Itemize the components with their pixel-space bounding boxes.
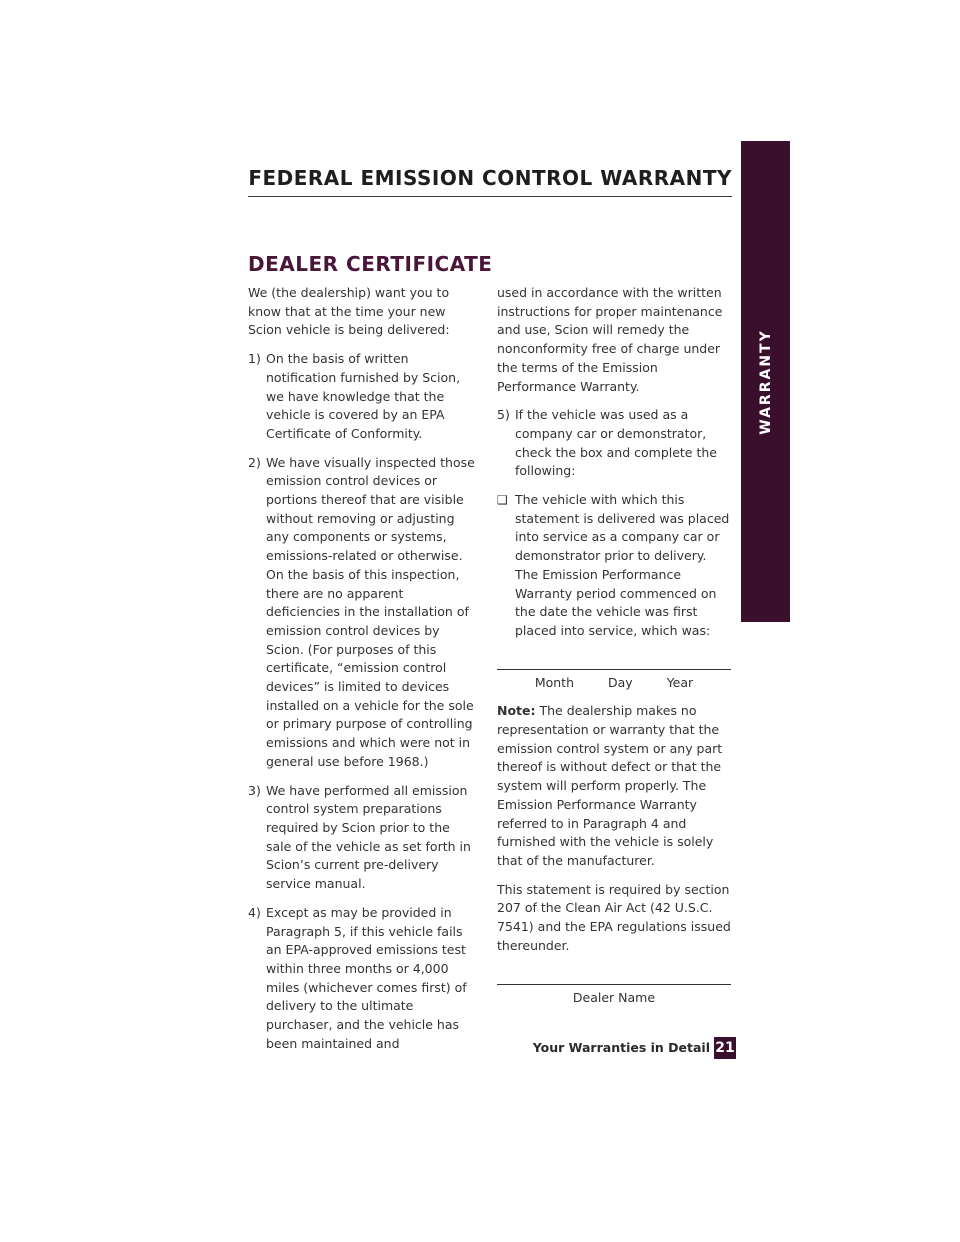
list-item-number: 1) xyxy=(248,351,261,367)
list-item-text: On the basis of written notification furnished by Scion, we have knowledge that the vehicle is covered by an EPA Certificate of Conformity. xyxy=(266,351,461,441)
page-number: 21 xyxy=(714,1037,736,1059)
right-column xyxy=(497,284,731,1007)
note-label: Note: xyxy=(497,703,536,719)
dealer-name-line[interactable] xyxy=(497,984,731,985)
list-item-text: We have performed all emission control system preparations required by Scion prior to the sale of the vehicle as set forth in Scion’s current pre-delivery service manual. xyxy=(266,782,471,892)
section-title: DEALER CERTIFICATE xyxy=(248,252,493,276)
list-item-number: 2) xyxy=(248,454,261,470)
list-item-text: Except as may be provided in Paragraph 5, if this vehicle fails an EPA-approved emissions test within three months or 4,000 miles (whichever comes first) of delivery to the ultimate purchaser, and the vehicle has been maintained and xyxy=(266,904,467,1051)
list-item-number: 4) xyxy=(248,904,261,920)
list-item-text: If the vehicle was used as a company car or demonstrator, check the box and complete the following: xyxy=(515,407,717,479)
list-item xyxy=(248,904,478,1054)
left-column xyxy=(248,284,478,1063)
month-label: Month xyxy=(534,674,575,690)
note-paragraph xyxy=(497,702,731,870)
list-item-number: 3) xyxy=(248,782,261,798)
continuation-paragraph: used in accordance with the written instructions for proper maintenance and use, Scion will remedy the nonconformity free of charge under the terms of the Emission Performance Warranty. xyxy=(497,285,723,394)
year-label: Year xyxy=(666,674,694,690)
footer-label: Your Warranties in Detail xyxy=(532,1040,710,1055)
list-item xyxy=(248,782,478,894)
list-item xyxy=(497,406,731,481)
day-label: Day xyxy=(608,674,633,690)
side-tab-label: WARRANTY xyxy=(757,328,774,435)
date-labels xyxy=(497,674,731,693)
list-item-number: 5) xyxy=(497,407,510,423)
list-item xyxy=(248,454,478,772)
intro-paragraph: We (the dealership) want you to know that at the time your new Scion vehicle is being delivered: xyxy=(248,285,450,338)
checkbox-text: The vehicle with which this statement is delivered was placed into service as a company car or demonstrator prior to delivery. The Emission Performance Warranty period commenced on the date the vehicle was first placed into service, which was: xyxy=(515,492,730,638)
note-text: The dealership makes no representation or warranty that the emission control system or any part thereof is without defect or that the system will perform properly. The Emission Performance Warranty referred to in Paragraph 4 and furnished with the vehicle is solely that of the manufacturer. xyxy=(497,703,723,868)
header-divider xyxy=(248,196,732,197)
checkbox-icon[interactable]: ❑ xyxy=(497,493,508,508)
list-item-text: We have visually inspected those emission control devices or portions thereof that are visible without removing or adjusting any components or systems, emissions-related or otherwise. On the basis of this inspection, there are no apparent deficiencies in the installation of emission control devices by Scion. (For purposes of this certificate, “emission control devices” is limited to devices installed on a vehicle for the sole or primary purpose of controlling emissions and which were not in general use before 1968.) xyxy=(266,454,475,769)
list-item xyxy=(248,350,478,444)
date-line[interactable] xyxy=(497,669,731,670)
statement-paragraph: This statement is required by section 207 of the Clean Air Act (42 U.S.C. 7541) and the EPA regulations issued thereunder. xyxy=(497,881,731,953)
company-car-checkbox-row[interactable] xyxy=(497,491,731,641)
page-header-title: FEDERAL EMISSION CONTROL WARRANTY xyxy=(248,166,732,190)
dealer-name-label: Dealer Name xyxy=(572,989,656,1005)
side-tab xyxy=(741,141,790,622)
